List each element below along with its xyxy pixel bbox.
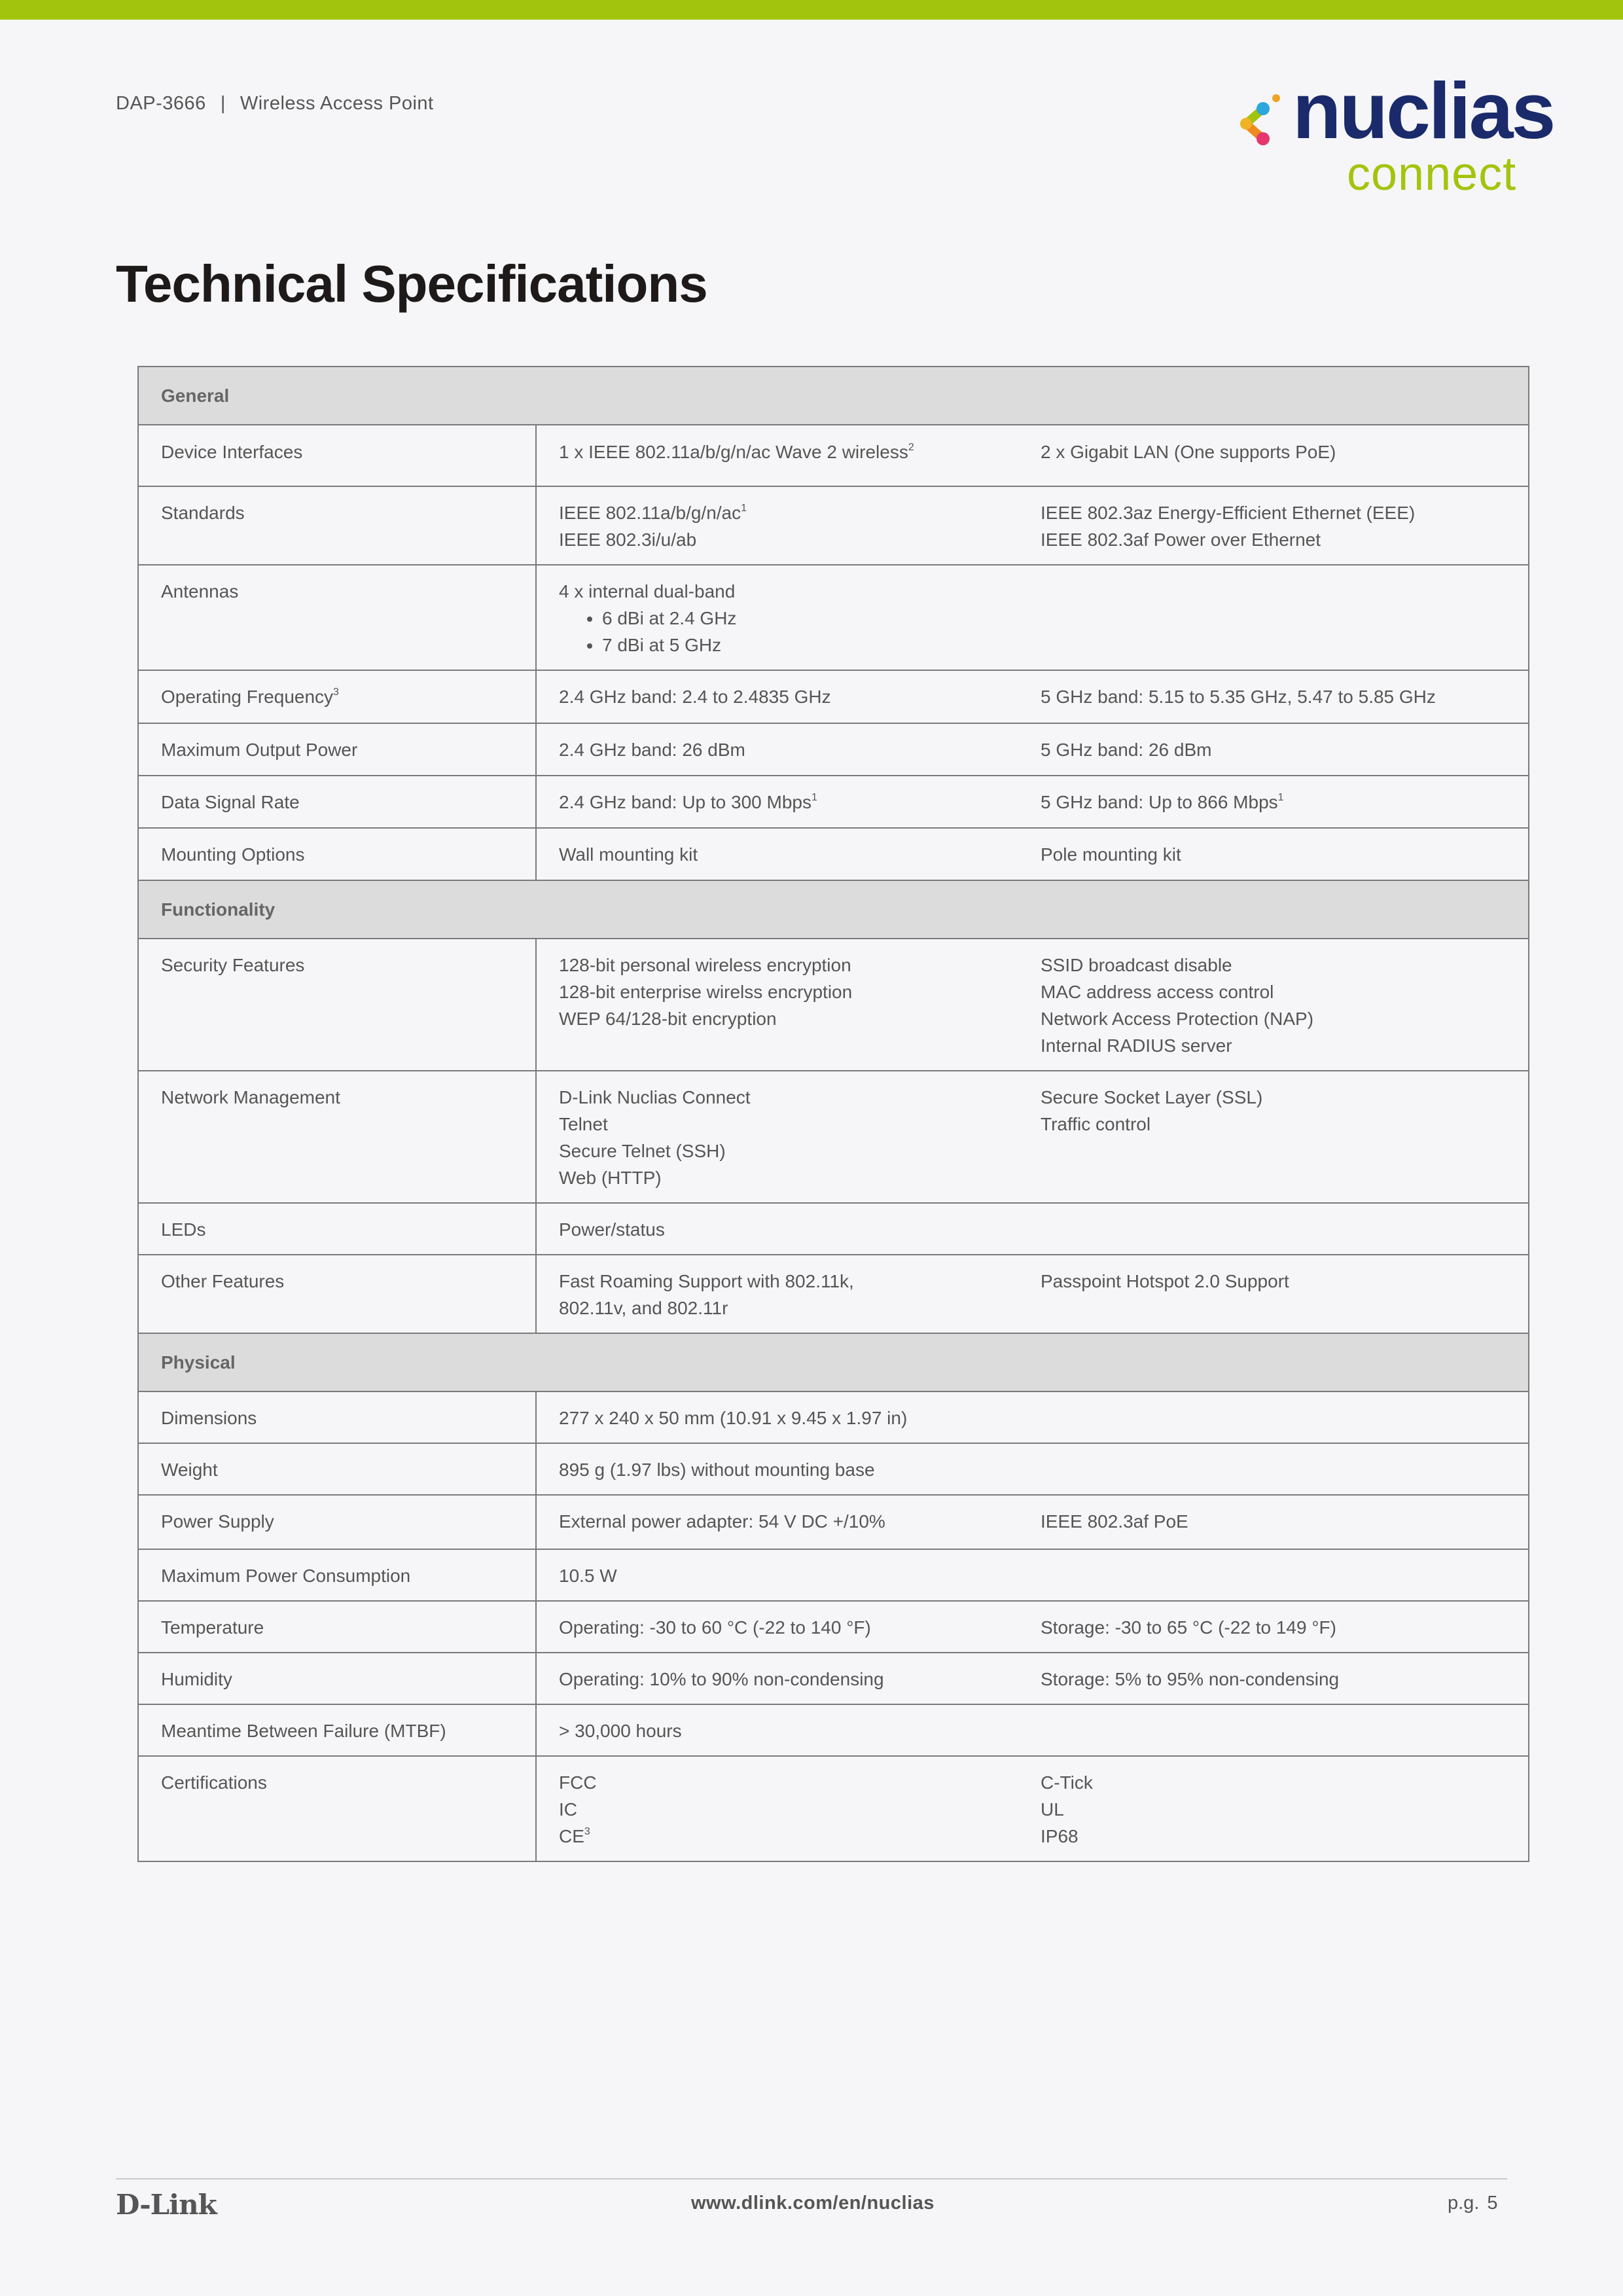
- footnote-marker: 2: [908, 442, 914, 453]
- row-label: Power Supply: [138, 1495, 536, 1549]
- row-value: Fast Roaming Support with 802.11k, 802.11v, and 802.11r: [536, 1255, 1030, 1333]
- header-product-line: [116, 93, 434, 115]
- row-value-2: Storage: -30 to 65 °C (-22 to 149 °F): [1030, 1601, 1529, 1653]
- row-label: Device Interfaces: [138, 425, 536, 486]
- top-accent-bar: [0, 0, 1623, 20]
- table-row: [138, 1653, 1529, 1704]
- footer-divider: [116, 2178, 1507, 2179]
- row-label: Data Signal Rate: [138, 776, 536, 828]
- table-row: [138, 939, 1529, 1071]
- row-value-2: Pole mounting kit: [1030, 828, 1529, 880]
- table-row: [138, 723, 1529, 776]
- page-title: Technical Specifications: [116, 255, 707, 313]
- row-label: Maximum Output Power: [138, 723, 536, 776]
- footer-url[interactable]: www.dlink.com/en/nuclias: [691, 2193, 935, 2214]
- spec-table: [137, 366, 1529, 1862]
- row-value-2: IEEE 802.3af PoE: [1030, 1495, 1529, 1549]
- table-row: [138, 1255, 1529, 1333]
- row-value: Wall mounting kit: [536, 828, 1030, 880]
- table-row: [138, 1071, 1529, 1203]
- footnote-marker: 3: [584, 1826, 590, 1837]
- row-label: Operating Frequency$^3$: [138, 670, 536, 723]
- row-value-2: [1030, 565, 1529, 670]
- row-value: D-Link Nuclias Connect Telnet Secure Telnet (SSH) Web (HTTP): [536, 1071, 1030, 1203]
- section-heading: Physical: [138, 1333, 1529, 1391]
- section-heading: General: [138, 367, 1529, 425]
- row-value: 2.4 GHz band: 26 dBm: [536, 723, 1030, 776]
- row-value-2: Passpoint Hotspot 2.0 Support: [1030, 1255, 1529, 1333]
- row-label: Weight: [138, 1443, 536, 1495]
- logo-wordmark: nuclias: [1293, 66, 1554, 155]
- list-item: • 6 dBi at 2.4 GHz: [602, 605, 1030, 632]
- row-value-2: C-Tick UL IP68: [1030, 1756, 1529, 1861]
- row-value: 2.4 GHz band: Up to 300 Mbps$^1$: [536, 776, 1030, 828]
- section-heading: Functionality: [138, 880, 1529, 939]
- row-label: Humidity: [138, 1653, 536, 1704]
- row-label: Dimensions: [138, 1391, 536, 1443]
- row-value: Operating: 10% to 90% non-condensing: [536, 1653, 1030, 1704]
- footnote-marker: 1: [1277, 792, 1284, 803]
- row-label: Meantime Between Failure (MTBF): [138, 1704, 536, 1756]
- antenna-list: [559, 605, 1030, 658]
- nuclias-chevron-icon: [1237, 94, 1283, 153]
- table-row: [138, 1601, 1529, 1653]
- table-row: [138, 486, 1529, 565]
- list-item: • 7 dBi at 5 GHz: [602, 632, 1030, 658]
- model-name: DAP-3666: [116, 93, 206, 114]
- section-general: [138, 367, 1529, 425]
- row-value-2: Storage: 5% to 95% non-condensing: [1030, 1653, 1529, 1704]
- row-value: 4 x internal dual-band • 6 dBi at 2.4 GHz • 7 dBi at 5 GHz: [536, 565, 1030, 670]
- table-row: [138, 1203, 1529, 1255]
- row-value: 1 x IEEE 802.11a/b/g/n/ac Wave 2 wireless$^2$: [536, 425, 1030, 486]
- table-row: [138, 565, 1529, 670]
- row-value: 277 x 240 x 50 mm (10.91 x 9.45 x 1.97 in): [536, 1391, 1529, 1443]
- row-value: > 30,000 hours: [536, 1704, 1529, 1756]
- table-row: [138, 776, 1529, 828]
- row-label: Other Features: [138, 1255, 536, 1333]
- logo-subtitle: connect: [1347, 148, 1517, 200]
- row-value: 128-bit personal wireless encryption 128-bit enterprise wirelss encryption WEP 64/128-bit encryption: [536, 939, 1030, 1071]
- footnote-marker: 1: [741, 503, 747, 514]
- section-functionality: [138, 880, 1529, 939]
- row-value-2: 5 GHz band: Up to 866 Mbps$^1$: [1030, 776, 1529, 828]
- row-label: Security Features: [138, 939, 536, 1071]
- footnote-marker: 3: [333, 687, 339, 698]
- row-value: 2.4 GHz band: 2.4 to 2.4835 GHz: [536, 670, 1030, 723]
- page-number: p.g. 5: [1448, 2193, 1498, 2214]
- row-value: External power adapter: 54 V DC +/10%: [536, 1495, 1030, 1549]
- row-label: Certifications: [138, 1756, 536, 1861]
- row-value-2: IEEE 802.3az Energy-Efficient Ethernet (EEE) IEEE 802.3af Power over Ethernet: [1030, 486, 1529, 565]
- row-value-2: [1030, 1203, 1529, 1255]
- row-label: LEDs: [138, 1203, 536, 1255]
- table-row: [138, 1704, 1529, 1756]
- table-row: [138, 1391, 1529, 1443]
- row-label: Antennas: [138, 565, 536, 670]
- header-separator: |: [220, 93, 226, 114]
- table-row: [138, 1495, 1529, 1549]
- row-value-2: SSID broadcast disable MAC address access control Network Access Protection (NAP) Internal RADIUS server: [1030, 939, 1529, 1071]
- row-value: IEEE $802.11a/b/g/n/ac^1$ IEEE 802.3i/u/ab: [536, 486, 1030, 565]
- row-value-2: 5 GHz band: 26 dBm: [1030, 723, 1529, 776]
- row-value: Operating: -30 to 60 °C (-22 to 140 °F): [536, 1601, 1030, 1653]
- row-value-2: 2 x Gigabit LAN (One supports PoE): [1030, 425, 1529, 486]
- dlink-logo: D-Link: [116, 2189, 217, 2221]
- row-label: Network Management: [138, 1071, 536, 1203]
- row-value: 10.5 W: [536, 1549, 1529, 1601]
- row-label: Maximum Power Consumption: [138, 1549, 536, 1601]
- table-row: [138, 1549, 1529, 1601]
- row-value-2: 5 GHz band: 5.15 to 5.35 GHz, 5.47 to 5.85 GHz: [1030, 670, 1529, 723]
- table-row: [138, 1443, 1529, 1495]
- table-row: [138, 828, 1529, 880]
- row-value-2: Secure Socket Layer (SSL) Traffic control: [1030, 1071, 1529, 1203]
- table-row: [138, 425, 1529, 486]
- table-row: [138, 670, 1529, 723]
- row-value: FCC IC $CE^3$: [536, 1756, 1030, 1861]
- section-physical: [138, 1333, 1529, 1391]
- nuclias-connect-logo: [1237, 66, 1554, 200]
- row-label: Mounting Options: [138, 828, 536, 880]
- row-label: Standards: [138, 486, 536, 565]
- table-row: [138, 1756, 1529, 1861]
- row-label: Temperature: [138, 1601, 536, 1653]
- row-value: Power/status: [536, 1203, 1030, 1255]
- row-value: 895 g (1.97 lbs) without mounting base: [536, 1443, 1529, 1495]
- product-name: Wireless Access Point: [240, 93, 434, 114]
- footnote-marker: 1: [812, 792, 817, 803]
